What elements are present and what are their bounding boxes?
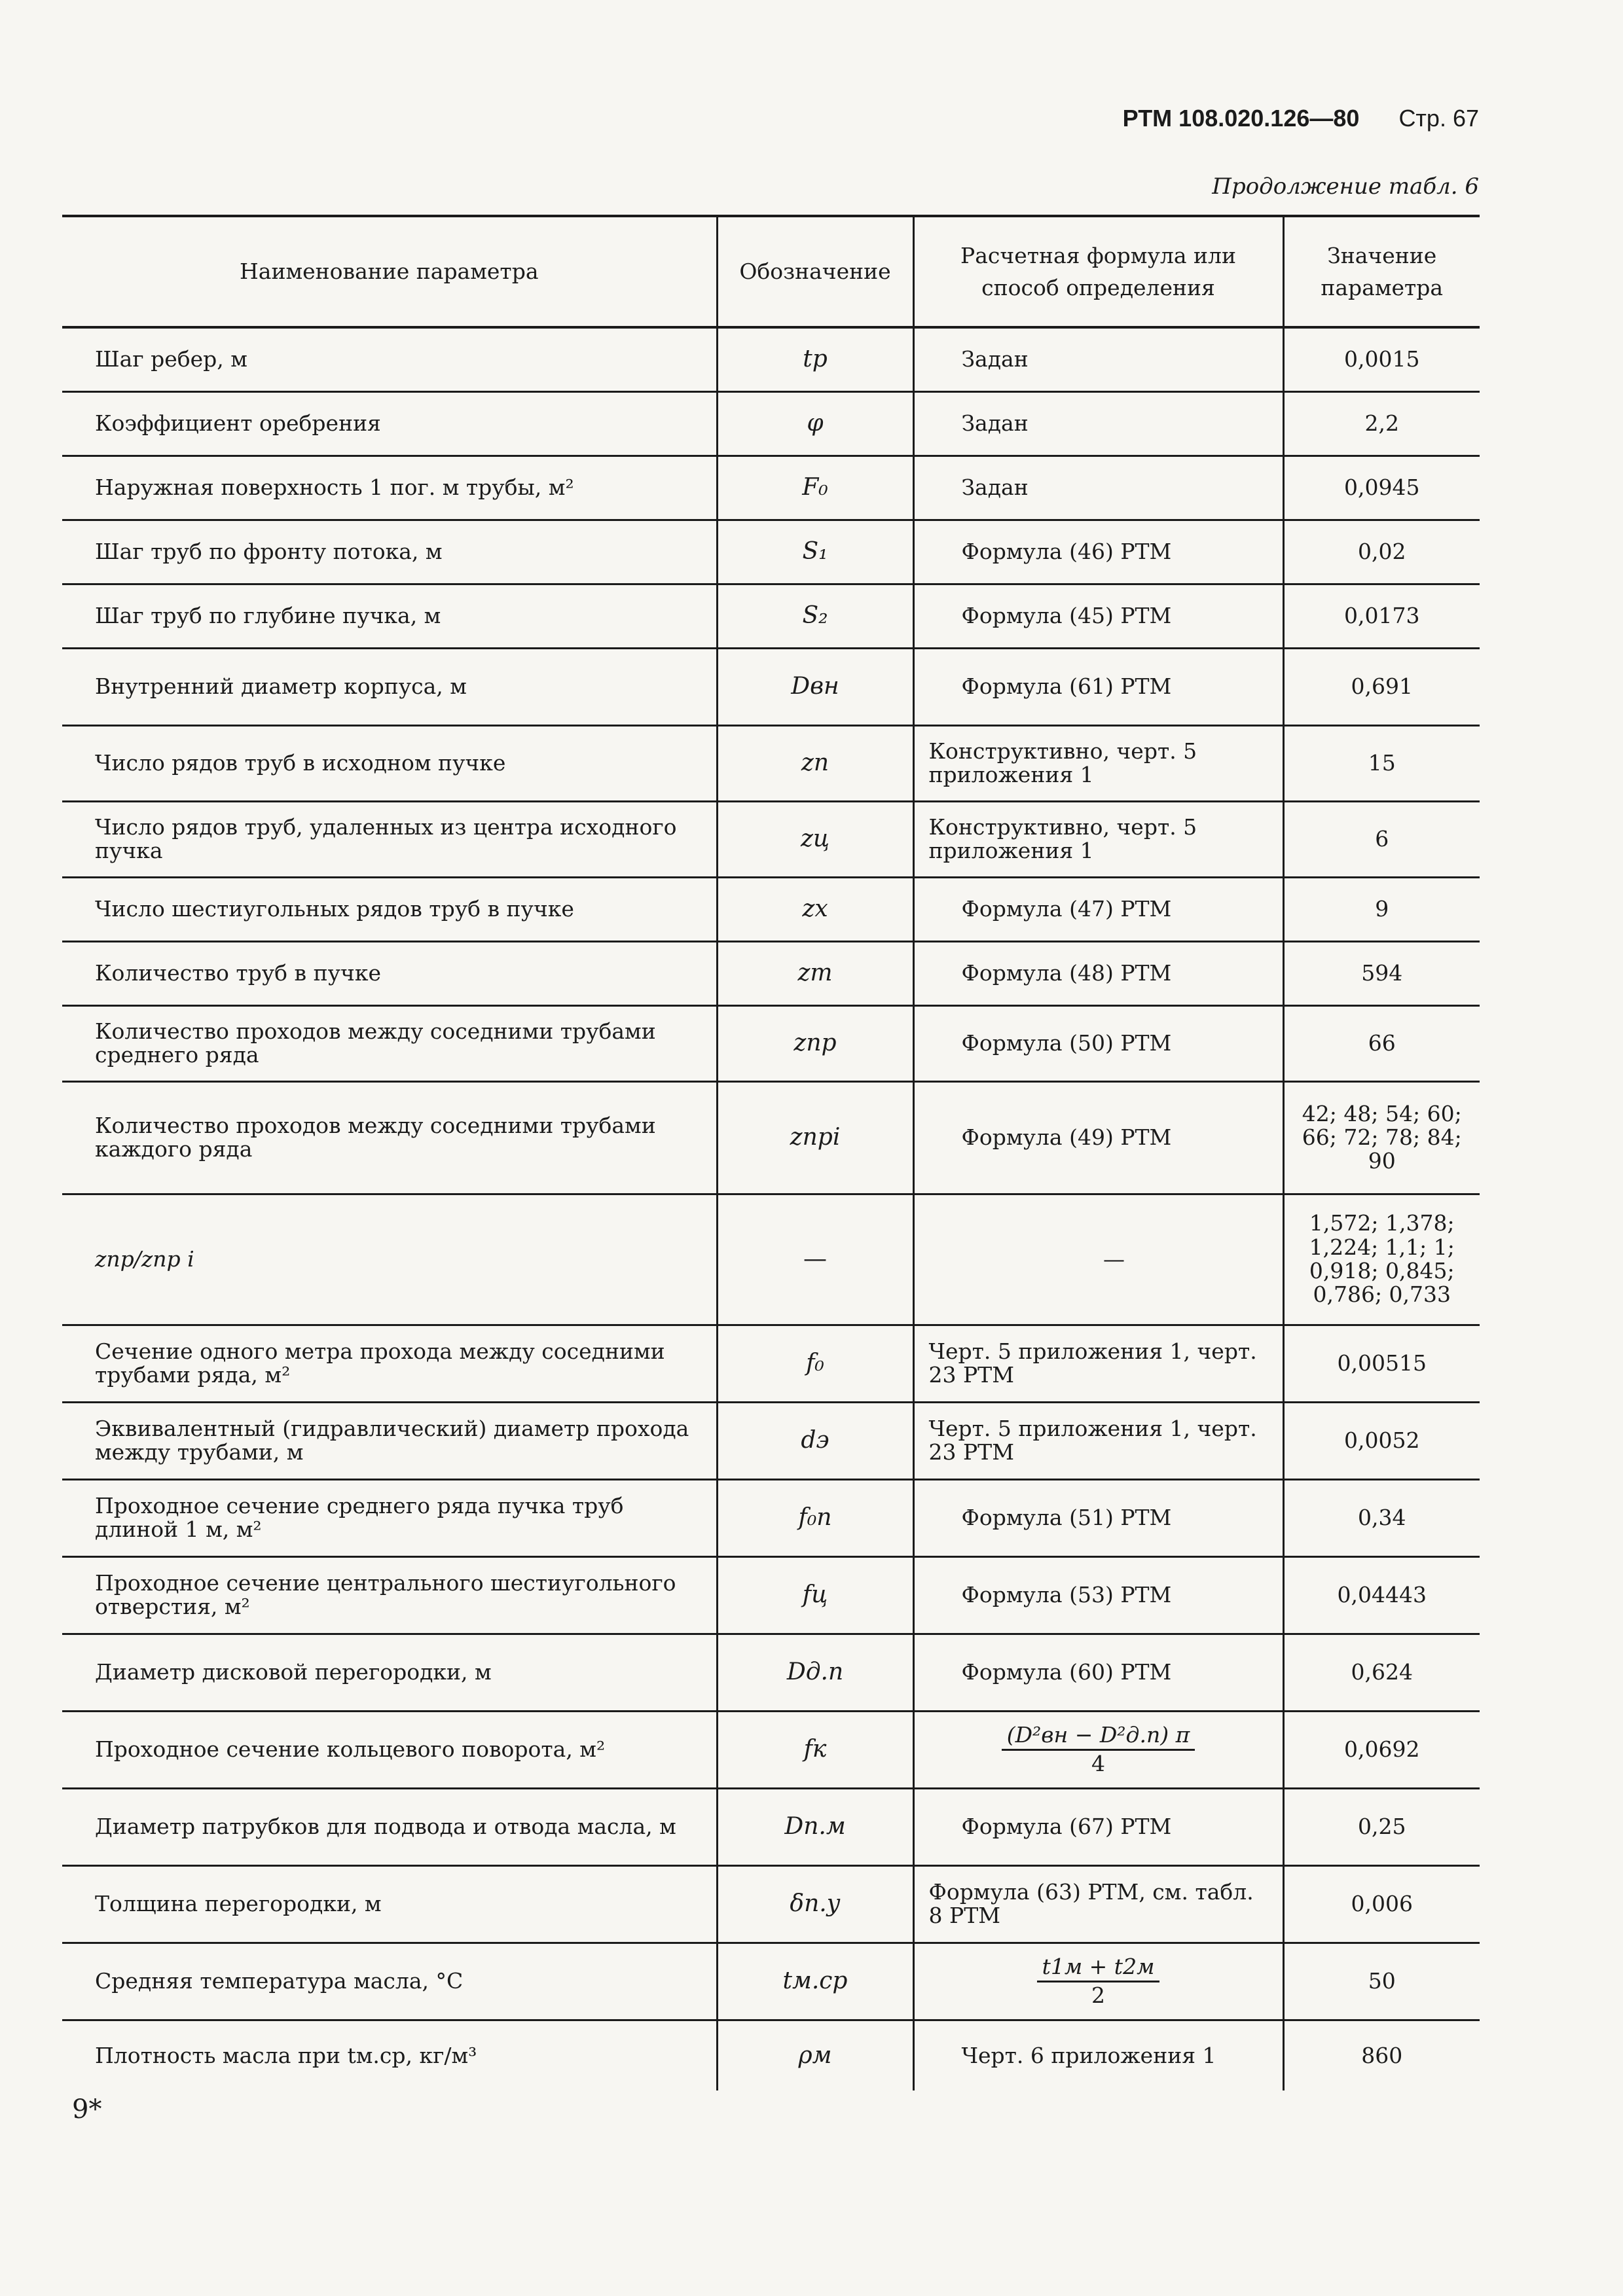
parameter-formula: Задан xyxy=(913,456,1283,520)
table-row xyxy=(62,1325,1480,1402)
parameter-formula: Формула (53) РТМ xyxy=(913,1556,1283,1634)
fraction-denominator: 2 xyxy=(1091,1982,1105,2008)
parameter-formula: Формула (47) РТМ xyxy=(913,877,1283,941)
parameter-symbol: zт xyxy=(717,941,913,1005)
parameter-name-text: Толщина перегородки, м xyxy=(95,1890,382,1916)
parameter-symbol: zц xyxy=(717,801,913,877)
parameter-symbol: fк xyxy=(717,1711,913,1788)
parameter-value: 860 xyxy=(1283,2020,1480,2090)
parameter-name-text: Диаметр дисковой перегородки, м xyxy=(95,1659,492,1685)
parameter-formula: Формула (49) РТМ xyxy=(913,1081,1283,1194)
parameter-symbol: dэ xyxy=(717,1402,913,1479)
parameter-symbol: zх xyxy=(717,877,913,941)
parameter-value: 0,02 xyxy=(1283,520,1480,584)
table-row xyxy=(62,1788,1480,1865)
parameter-formula: Формула (63) РТМ, см. табл. 8 РТМ xyxy=(913,1865,1283,1943)
parameter-name xyxy=(62,1325,717,1402)
parameter-value: 0,0015 xyxy=(1283,327,1480,391)
parameter-name xyxy=(62,1711,717,1788)
page-footer-mark: 9* xyxy=(72,2094,102,2125)
parameter-name xyxy=(62,1865,717,1943)
parameter-name-text: Диаметр патрубков для подвода и отвода масла, м xyxy=(95,1813,676,1839)
parameter-name xyxy=(62,877,717,941)
page-header xyxy=(1123,105,1479,132)
parameter-value: 0,0052 xyxy=(1283,1402,1480,1479)
parameter-value: 2,2 xyxy=(1283,391,1480,456)
parameter-name-text: Число рядов труб в исходном пучке xyxy=(95,749,506,776)
parameter-symbol: ρм xyxy=(717,2020,913,2090)
parameter-symbol: zп xyxy=(717,725,913,801)
parameter-value: 66 xyxy=(1283,1005,1480,1081)
parameter-value: 594 xyxy=(1283,941,1480,1005)
parameter-value: 0,0173 xyxy=(1283,584,1480,648)
table-row xyxy=(62,391,1480,456)
parameter-formula: Формула (51) РТМ xyxy=(913,1479,1283,1556)
table-row xyxy=(62,1402,1480,1479)
parameter-value: 42; 48; 54; 60; 66; 72; 78; 84; 90 xyxy=(1283,1081,1480,1194)
table-row xyxy=(62,1634,1480,1711)
table-row xyxy=(62,520,1480,584)
parameter-formula xyxy=(913,1711,1283,1788)
parameter-name xyxy=(62,2020,717,2090)
parameter-name-text: Проходное сечение центрального шестиугольного отверстия, м² xyxy=(95,1570,676,1619)
parameter-name-text: Плотность масла при tм.ср, кг/м³ xyxy=(95,2042,477,2068)
parameter-name xyxy=(62,1402,717,1479)
parameter-name-text: Количество труб в пучке xyxy=(95,960,381,986)
parameter-symbol: Dп.м xyxy=(717,1788,913,1865)
parameter-value: 1,572; 1,378; 1,224; 1,1; 1; 0,918; 0,845; 0,786; 0,733 xyxy=(1283,1194,1480,1325)
table-row xyxy=(62,456,1480,520)
parameter-formula: Черт. 6 приложения 1 xyxy=(913,2020,1283,2090)
table-row xyxy=(62,648,1480,725)
table-row xyxy=(62,877,1480,941)
parameter-name-text: Число шестиугольных рядов труб в пучке xyxy=(95,895,574,922)
parameter-formula: Конструктивно, черт. 5 приложения 1 xyxy=(913,725,1283,801)
parameter-name-text: Коэффициент оребрения xyxy=(95,410,381,436)
parameter-symbol: zпрi xyxy=(717,1081,913,1194)
table-row xyxy=(62,1081,1480,1194)
parameter-name xyxy=(62,725,717,801)
parameter-value: 9 xyxy=(1283,877,1480,941)
parameter-formula: Конструктивно, черт. 5 приложения 1 xyxy=(913,801,1283,877)
parameter-name xyxy=(62,1194,717,1325)
parameter-name-text: Шаг ребер, м xyxy=(95,346,247,372)
parameter-value: 15 xyxy=(1283,725,1480,801)
parameter-value: 6 xyxy=(1283,801,1480,877)
parameter-name-text: zпр/zпр i xyxy=(95,1246,194,1272)
fraction-denominator: 4 xyxy=(1091,1750,1105,1776)
parameter-name-text: Внутренний диаметр корпуса, м xyxy=(95,673,467,699)
parameter-value: 0,0692 xyxy=(1283,1711,1480,1788)
document-code: РТМ 108.020.126—80 xyxy=(1122,105,1360,132)
table-row xyxy=(62,1865,1480,1943)
parameter-name-text: Шаг труб по глубине пучка, м xyxy=(95,602,441,628)
parameter-value: 0,006 xyxy=(1283,1865,1480,1943)
parameter-name-text: Наружная поверхность 1 пог. м трубы, м² xyxy=(95,474,574,500)
parameter-symbol: f₀п xyxy=(717,1479,913,1556)
parameter-value: 0,624 xyxy=(1283,1634,1480,1711)
parameter-name-text: Проходное сечение кольцевого поворота, м² xyxy=(95,1736,606,1762)
parameter-formula: — xyxy=(913,1194,1283,1325)
parameter-formula: Формула (61) РТМ xyxy=(913,648,1283,725)
table-row xyxy=(62,584,1480,648)
parameter-symbol: S₁ xyxy=(717,520,913,584)
parameter-name xyxy=(62,1634,717,1711)
parameter-name-text: Количество проходов между соседними трубами каждого ряда xyxy=(95,1112,656,1162)
column-header-name: Наименование параметра xyxy=(62,216,717,327)
table-continuation-label: Продолжение табл. 6 xyxy=(1212,173,1479,200)
parameter-symbol: fц xyxy=(717,1556,913,1634)
parameter-name xyxy=(62,1479,717,1556)
parameter-formula: Формула (46) РТМ xyxy=(913,520,1283,584)
parameter-name xyxy=(62,1943,717,2020)
parameter-value: 0,04443 xyxy=(1283,1556,1480,1634)
table-row xyxy=(62,1943,1480,2020)
fraction-numerator: (D²вн − D²д.п) π xyxy=(1002,1723,1195,1750)
column-header-symbol: Обозначение xyxy=(717,216,913,327)
table-body xyxy=(62,327,1480,2090)
parameter-value: 50 xyxy=(1283,1943,1480,2020)
formula-fraction xyxy=(1037,1955,1160,2007)
parameter-name xyxy=(62,327,717,391)
column-header-value: Значение параметра xyxy=(1283,216,1480,327)
parameter-formula: Формула (67) РТМ xyxy=(913,1788,1283,1865)
parameter-value: 0,25 xyxy=(1283,1788,1480,1865)
formula-fraction xyxy=(1002,1723,1195,1776)
table-row xyxy=(62,941,1480,1005)
parameter-name xyxy=(62,801,717,877)
table-row xyxy=(62,2020,1480,2090)
parameter-name-text: Число рядов труб, удаленных из центра исходного пучка xyxy=(95,814,677,863)
parameter-name xyxy=(62,1788,717,1865)
parameter-name xyxy=(62,1556,717,1634)
parameter-formula: Задан xyxy=(913,327,1283,391)
parameter-value: 0,691 xyxy=(1283,648,1480,725)
parameter-name xyxy=(62,648,717,725)
parameter-name xyxy=(62,941,717,1005)
parameter-symbol: tм.ср xyxy=(717,1943,913,2020)
parameter-formula: Задан xyxy=(913,391,1283,456)
parameter-name-text: Эквивалентный (гидравлический) диаметр прохода между трубами, м xyxy=(95,1415,689,1465)
table-row xyxy=(62,725,1480,801)
parameter-symbol: F₀ xyxy=(717,456,913,520)
parameter-name xyxy=(62,456,717,520)
page-number: Стр. 67 xyxy=(1398,105,1479,132)
table-row xyxy=(62,1194,1480,1325)
parameter-name-text: Средняя температура масла, °C xyxy=(95,1967,464,1994)
parameter-symbol: — xyxy=(717,1194,913,1325)
parameters-table xyxy=(62,215,1480,2090)
parameter-name xyxy=(62,1081,717,1194)
parameter-symbol: S₂ xyxy=(717,584,913,648)
parameter-symbol: δп.у xyxy=(717,1865,913,1943)
parameter-symbol: Dвн xyxy=(717,648,913,725)
parameter-formula xyxy=(913,1943,1283,2020)
parameter-name xyxy=(62,520,717,584)
parameter-formula: Формула (45) РТМ xyxy=(913,584,1283,648)
parameter-symbol: tр xyxy=(717,327,913,391)
parameter-symbol: zпр xyxy=(717,1005,913,1081)
parameter-formula: Формула (48) РТМ xyxy=(913,941,1283,1005)
table-row xyxy=(62,801,1480,877)
parameter-value: 0,34 xyxy=(1283,1479,1480,1556)
parameter-symbol: Dд.п xyxy=(717,1634,913,1711)
table-row xyxy=(62,1556,1480,1634)
table-row xyxy=(62,1711,1480,1788)
parameter-name-text: Сечение одного метра прохода между соседними трубами ряда, м² xyxy=(95,1338,665,1388)
parameter-name-text: Проходное сечение среднего ряда пучка труб длиной 1 м, м² xyxy=(95,1492,624,1542)
parameter-symbol: f₀ xyxy=(717,1325,913,1402)
table-row xyxy=(62,327,1480,391)
table-header-row xyxy=(62,216,1480,327)
parameter-name xyxy=(62,584,717,648)
table-row xyxy=(62,1005,1480,1081)
parameter-name-text: Шаг труб по фронту потока, м xyxy=(95,538,443,564)
parameter-formula: Формула (50) РТМ xyxy=(913,1005,1283,1081)
table-row xyxy=(62,1479,1480,1556)
parameter-formula: Черт. 5 приложения 1, черт. 23 РТМ xyxy=(913,1325,1283,1402)
parameter-name xyxy=(62,1005,717,1081)
column-header-formula: Расчетная формула или способ определения xyxy=(913,216,1283,327)
fraction-numerator: t1м + t2м xyxy=(1037,1955,1160,1982)
parameter-formula: Черт. 5 приложения 1, черт. 23 РТМ xyxy=(913,1402,1283,1479)
parameter-formula: Формула (60) РТМ xyxy=(913,1634,1283,1711)
parameter-symbol: φ xyxy=(717,391,913,456)
parameter-value: 0,00515 xyxy=(1283,1325,1480,1402)
parameter-name xyxy=(62,391,717,456)
parameter-value: 0,0945 xyxy=(1283,456,1480,520)
parameter-name-text: Количество проходов между соседними трубами среднего ряда xyxy=(95,1018,656,1067)
